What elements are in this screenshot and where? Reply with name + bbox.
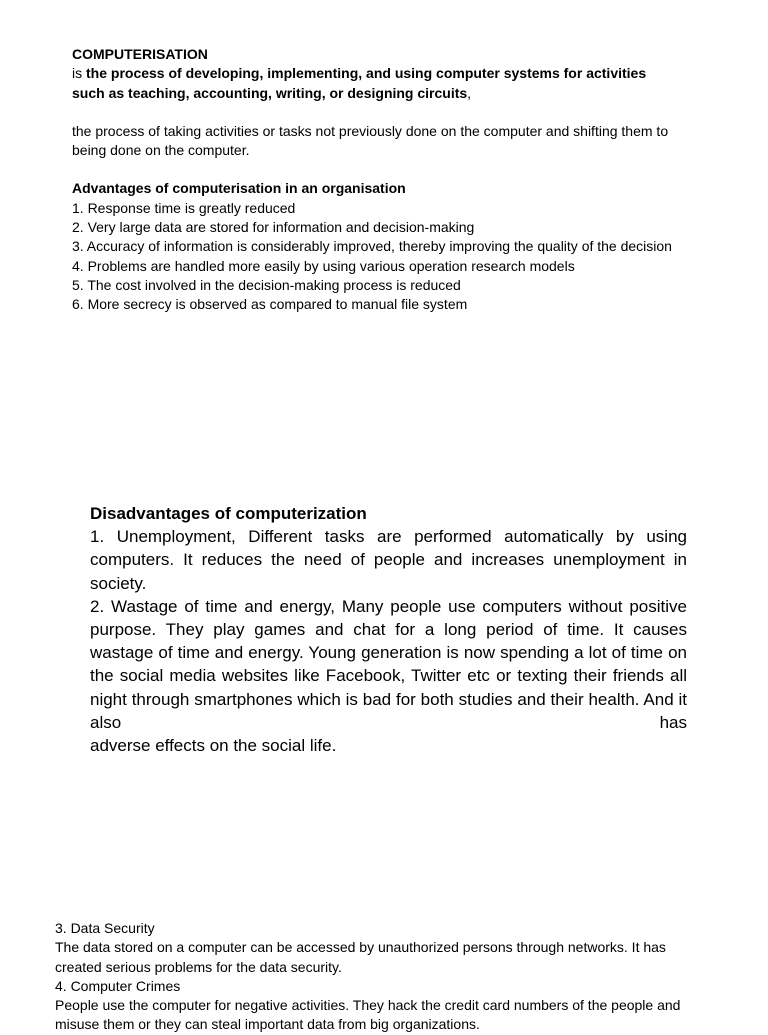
disadvantages-section [90, 502, 687, 757]
page-title: COMPUTERISATION [72, 46, 208, 62]
data-security-title: 3. Data Security [55, 920, 155, 936]
more-disadvantages-section [55, 919, 685, 1035]
definition-bold: the process of developing, implementing, and using computer systems for activities such as teaching, accounting, writing, or designing circuits [72, 65, 647, 101]
spacer [72, 160, 672, 179]
disadvantage-point-2: 2. Wastage of time and energy, Many people use computers without positive purpose. They play games and chat for a long period of time. It causes wastage of time and energy. Young generation is now spending a lot of time on the social media websites like Facebook, Twitter etc or texting their friends all night through smartphones which is bad for both studies and their health. And it also has [90, 596, 687, 732]
advantage-item: 5. The cost involved in the decision-making process is reduced [72, 276, 461, 293]
advantage-item: 6. More secrecy is observed as compared to manual file system [72, 296, 468, 313]
definition-suffix: , [467, 84, 472, 101]
disadvantage-point-2-continued: adverse effects on the social life. [90, 736, 337, 756]
advantage-item: 1. Response time is greatly reduced [72, 199, 296, 216]
definition-paragraph-2: the process of taking activities or tasks not previously done on the computer and shifting them to being done on the computer. [72, 122, 669, 159]
computer-crimes-text: People use the computer for negative activities. They hack the credit card numbers of the people and misuse them or they can steal important data from big organizations. [55, 997, 681, 1033]
spacer [72, 103, 672, 122]
advantage-item: 2. Very large data are stored for information and decision-making [72, 219, 475, 236]
disadvantages-heading: Disadvantages of computerization [90, 504, 367, 523]
definition-prefix: is [72, 65, 86, 82]
data-security-text: The data stored on a computer can be accessed by unauthorized persons through networks. It has created serious problems for the data security. [55, 939, 666, 975]
advantages-heading: Advantages of computerisation in an organisation [72, 180, 406, 197]
advantage-item: 3. Accuracy of information is considerably improved, thereby improving the quality of the decision [72, 238, 672, 255]
definition-paragraph [72, 64, 672, 103]
computerisation-section [72, 45, 672, 315]
disadvantage-point-1: 1. Unemployment, Different tasks are performed automatically by using computers. It reduces the need of people and increases unemployment in society. [90, 527, 687, 593]
computer-crimes-title: 4. Computer Crimes [55, 977, 181, 994]
advantage-item: 4. Problems are handled more easily by using various operation research models [72, 257, 575, 274]
